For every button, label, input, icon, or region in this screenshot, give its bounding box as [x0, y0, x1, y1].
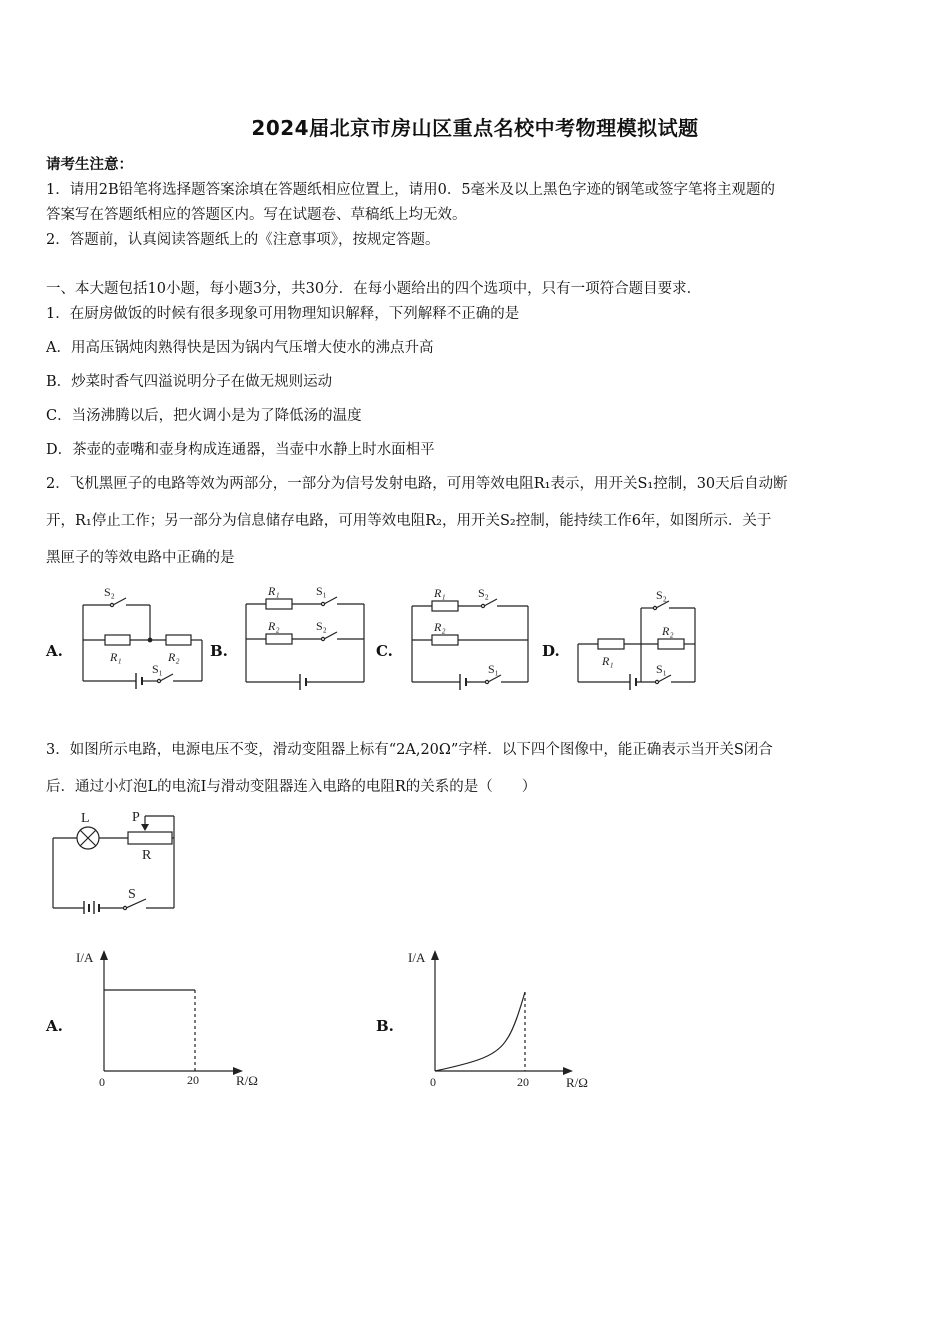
- circuit-diagram-c: [402, 578, 538, 690]
- notice-header: 请考生注意：: [46, 156, 133, 173]
- question-2-option-a-letter: A.: [46, 642, 63, 660]
- label-switch: S: [128, 887, 136, 902]
- label-r1: R₁: [434, 586, 446, 600]
- graph-b-ylabel: I/A: [408, 950, 426, 965]
- question-3-option-a-letter: A.: [46, 1017, 63, 1035]
- question-2-stem-line: 黑匣子的等效电路中正确的是: [46, 550, 235, 566]
- question-3-stem-line: 3．如图所示电路，电源电压不变，滑动变阻器上标有“2A,20Ω”字样．以下四个图像中，能正确表示当开关S闭合: [46, 742, 773, 758]
- circuit-diagram-d: [570, 578, 704, 690]
- label-s2: S₂: [478, 586, 489, 600]
- label-lamp: L: [81, 811, 90, 826]
- circuit-diagram-a: [70, 578, 210, 690]
- notice-item: 1．请用2B铅笔将选择题答案涂填在答题纸相应位置上，请用0．5毫米及以上黑色字迹的钢笔或签字笔将主观题的: [46, 182, 776, 198]
- label-s1: S₁: [488, 662, 499, 676]
- graph-a-xtick: 20: [187, 1073, 199, 1087]
- label-r1: R₁: [268, 584, 280, 598]
- graph-a-ylabel: I/A: [76, 950, 94, 965]
- graph-a-xlabel: R/Ω: [236, 1073, 258, 1088]
- question-1-option-d: D．茶壶的壶嘴和壶身构成连通器，当壶中水静上时水面相平: [46, 442, 435, 458]
- label-rheostat: R: [142, 848, 152, 863]
- question-3-stem-line: 后．通过小灯泡L的电流I与滑动变阻器连入电路的电阻R的关系的是（ ）: [46, 779, 537, 795]
- section-header: 一、本大题包括10小题，每小题3分，共30分．在每小题给出的四个选项中，只有一项符合题目要求．: [46, 281, 702, 297]
- graph-b-origin: 0: [430, 1075, 436, 1089]
- label-r2: R₂: [168, 650, 180, 664]
- label-s2: S₂: [104, 585, 115, 599]
- question-2-option-d-letter: D.: [542, 642, 560, 660]
- page-title: 2024届北京市房山区重点名校中考物理模拟试题: [251, 116, 699, 140]
- question-1-option-c: C．当汤沸腾以后，把火调小是为了降低汤的温度: [46, 408, 362, 424]
- label-r2: R₂: [268, 619, 280, 633]
- label-s1: S₁: [152, 662, 163, 676]
- label-s1: S₁: [656, 662, 667, 676]
- label-r1: R₁: [110, 650, 122, 664]
- graph-a: [72, 944, 272, 1094]
- label-r2: R₂: [662, 624, 674, 638]
- question-2-stem-line: 2．飞机黑匣子的电路等效为两部分，一部分为信号发射电路，可用等效电阻R₁表示，用开关S₁控制，30天后自动断: [46, 476, 788, 492]
- label-s2: S₂: [656, 588, 667, 602]
- notice-item: 2．答题前，认真阅读答题纸上的《注意事项》，按规定答题。: [46, 232, 440, 248]
- question-2-stem-line: 开，R₁停止工作；另一部分为信息储存电路，可用等效电阻R₂，用开关S₂控制，能持续工作6年，如图所示．关于: [46, 513, 772, 529]
- label-s1: S₁: [316, 584, 327, 598]
- circuit-diagram-b: [236, 578, 372, 690]
- notice-item: 答案写在答题纸相应的答题区内。写在试题卷、草稿纸上均无效。: [46, 207, 467, 223]
- graph-b-xlabel: R/Ω: [566, 1075, 588, 1090]
- label-slider: P: [132, 810, 140, 825]
- question-3-circuit-diagram: [46, 806, 186, 914]
- question-2-option-c-letter: C.: [376, 642, 393, 660]
- graph-a-origin: 0: [99, 1075, 105, 1089]
- graph-b: [402, 944, 602, 1094]
- question-1-stem: 1．在厨房做饭的时候有很多现象可用物理知识解释，下列解释不正确的是: [46, 306, 520, 322]
- label-s2: S₂: [316, 619, 327, 633]
- question-1-option-b: B．炒菜时香气四溢说明分子在做无规则运动: [46, 374, 333, 390]
- question-3-option-b-letter: B.: [376, 1017, 394, 1035]
- graph-b-xtick: 20: [517, 1075, 529, 1089]
- question-1-option-a: A．用高压锅炖肉熟得快是因为锅内气压增大使水的沸点升高: [46, 340, 434, 356]
- label-r1: R₁: [602, 654, 614, 668]
- question-2-option-b-letter: B.: [210, 642, 228, 660]
- label-r2: R₂: [434, 620, 446, 634]
